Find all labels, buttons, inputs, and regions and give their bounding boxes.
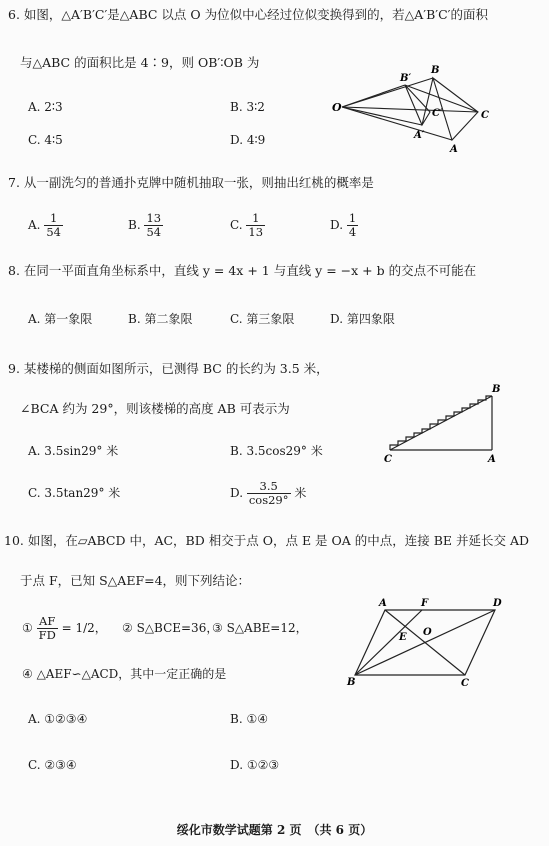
q9-option-d-unit: 米 <box>294 486 307 500</box>
q9-option-d-fraction <box>247 480 291 507</box>
q10-label-e: E <box>399 632 407 643</box>
q6-option-d[interactable]: D. 4∶9 <box>230 133 266 147</box>
q6-label-c: C <box>481 110 489 121</box>
q7-option-c-letter: C. <box>230 218 243 232</box>
q9-label-c: C <box>384 454 392 465</box>
q8-option-c[interactable]: C. 第三象限 <box>230 312 295 326</box>
q6-similar-triangles-figure <box>330 60 500 155</box>
q9-option-a[interactable]: A. 3.5sin29° 米 <box>28 444 119 458</box>
q7-option-a-num: 1 <box>44 212 63 226</box>
q10-label-d: D <box>493 598 502 609</box>
q7-option-d-num: 1 <box>348 211 357 225</box>
q10-conclusion-4: ④ △AEF∽△ACD，其中一定正确的是 <box>22 667 227 681</box>
q7-option-a-den: 54 <box>46 225 61 239</box>
q7-option-d[interactable] <box>330 212 358 239</box>
q8-option-a[interactable]: A. 第一象限 <box>28 312 93 326</box>
q10-conclusion-1-mark: ① <box>22 621 33 635</box>
q6-option-a[interactable]: A. 2∶3 <box>28 100 63 114</box>
q10-conclusion-1-fraction <box>37 615 58 642</box>
q7-option-a-fraction <box>44 212 63 239</box>
q7-option-d-den: 4 <box>348 225 357 239</box>
q6-option-c[interactable]: C. 4∶5 <box>28 133 63 147</box>
q10-conclusion-2: ② S△BCE=36， <box>122 621 219 635</box>
q10-label-a: A <box>379 598 387 609</box>
q9-option-d[interactable] <box>230 480 306 507</box>
q7-stem: 7. 从一副洗匀的普通扑克牌中随机抽取一张，则抽出红桃的概率是 <box>8 175 374 190</box>
q10-conclusion-1-num: AF <box>37 615 58 629</box>
q10-stem-line2: 于点 F，已知 S△AEF=4，则下列结论： <box>20 573 251 588</box>
q6-label-c-prime: C′ <box>432 108 443 119</box>
q9-label-a: A <box>488 454 496 465</box>
q9-stem-line2: ∠BCA 约为 29°，则该楼梯的高度 AB 可表示为 <box>20 401 290 416</box>
q7-option-b-letter: B. <box>128 218 141 232</box>
q10-label-b: B <box>347 677 356 687</box>
q7-option-a-letter: A. <box>28 218 41 232</box>
q9-label-b: B <box>492 384 501 395</box>
q10-label-o: O <box>423 627 432 638</box>
q10-conclusion-1-den: FD <box>38 628 56 642</box>
q6-label-a-prime: A′ <box>414 130 425 141</box>
q6-label-b-prime: B′ <box>400 73 412 84</box>
q10-option-b[interactable]: B. ①④ <box>230 712 268 726</box>
q7-option-d-letter: D. <box>330 218 344 232</box>
q9-staircase-figure <box>380 382 505 467</box>
q10-label-c: C <box>461 678 469 687</box>
q7-option-c-den: 13 <box>248 225 264 239</box>
q8-option-b[interactable]: B. 第二象限 <box>128 312 193 326</box>
q9-option-c[interactable]: C. 3.5tan29° 米 <box>28 486 121 500</box>
q7-option-a[interactable] <box>28 212 63 239</box>
q7-option-b[interactable] <box>128 212 163 239</box>
q10-option-d[interactable]: D. ①②③ <box>230 758 280 772</box>
q10-parallelogram-figure <box>345 595 515 687</box>
q6-stem-line1: 6. 如图，△A′B′C′是△ABC 以点 O 为位似中心经过位似变换得到的，若△A′B′C′的面积 <box>8 7 488 22</box>
q7-option-b-num: 13 <box>146 211 162 225</box>
q10-conclusion-3: ③ S△ABE=12， <box>212 621 308 635</box>
q9-option-d-num: 3.5 <box>247 480 291 494</box>
q10-option-c[interactable]: C. ②③④ <box>28 758 77 772</box>
q6-option-b[interactable]: B. 3∶2 <box>230 100 265 114</box>
q10-conclusion-1 <box>22 615 107 642</box>
q7-option-b-fraction <box>144 212 163 239</box>
q7-option-c-fraction <box>246 212 265 239</box>
q7-option-c[interactable] <box>230 212 265 239</box>
q8-stem: 8. 在同一平面直角坐标系中，直线 y = 4x + 1 与直线 y = −x + b 的交点不可能在 <box>8 263 477 278</box>
q9-option-d-letter: D. <box>230 486 244 500</box>
q7-option-d-fraction <box>347 212 358 239</box>
q9-option-d-den: cos29° <box>248 493 289 507</box>
q9-option-b[interactable]: B. 3.5cos29° 米 <box>230 444 323 458</box>
q6-label-a: A <box>450 144 458 155</box>
q10-stem-line1: 10. 如图，在▱ABCD 中，AC，BD 相交于点 O，点 E 是 OA 的中点，连接 BE 并延长交 AD <box>4 533 530 548</box>
q10-option-a[interactable]: A. ①②③④ <box>28 712 88 726</box>
q6-label-b: B <box>431 65 440 76</box>
q8-option-d[interactable]: D. 第四象限 <box>330 312 395 326</box>
page-footer: 绥化市数学试题第 2 页 （共 6 页） <box>176 823 373 837</box>
q9-stem-line1: 9. 某楼梯的侧面如图所示，已测得 BC 的长约为 3.5 米， <box>8 361 329 376</box>
q6-label-o: O <box>332 101 342 114</box>
q7-option-b-den: 54 <box>146 225 162 239</box>
q10-conclusion-1-value: = 1/2， <box>61 621 107 635</box>
q7-option-c-num: 1 <box>246 212 265 226</box>
q6-stem-line2: 与△ABC 的面积比是 4∶9，则 OB′∶OB 为 <box>20 55 260 70</box>
q10-label-f: F <box>421 598 429 609</box>
